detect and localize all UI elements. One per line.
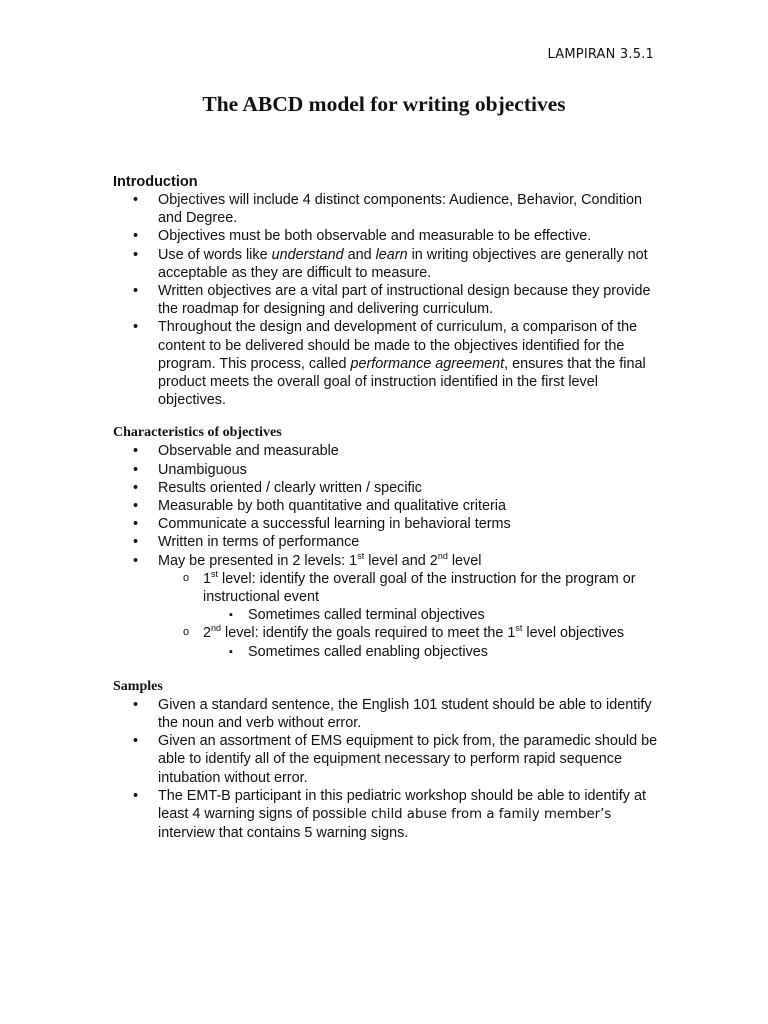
document-body bbox=[113, 173, 658, 843]
list-item bbox=[113, 246, 658, 282]
text-run: , ensures that the final product meets the overall goal of instruction identified in the first level objectives. bbox=[158, 355, 646, 409]
ordinal-suffix: st bbox=[357, 550, 365, 561]
sublist-item bbox=[158, 570, 658, 625]
list-item: • Given an assortment of EMS equipment to pick from, the paramedic should be able to identify all of the equipment necessary to perform rapid sequence intubation without error. bbox=[113, 732, 658, 787]
emphasis-understand: understand bbox=[271, 246, 344, 263]
text-run: The EMT-B participant in this pediatric workshop should be able to identify at least 4 warning signs of poss bbox=[158, 787, 646, 823]
text-run: Throughout the design and development of curriculum, a comparison of the content to be delivered should be made to the objectives identified for the program. This process, called bbox=[158, 319, 638, 372]
text-run: in writing objectives are generally not acceptable as they are difficult to measure. bbox=[158, 246, 648, 281]
list-item bbox=[113, 552, 658, 661]
list-item: • Measurable by both quantitative and qualitative criteria bbox=[113, 497, 658, 515]
level1-detail-list bbox=[203, 606, 658, 624]
list-item: • Given a standard sentence, the English 101 student should be able to identify the noun and verb without error. bbox=[113, 696, 658, 732]
sublist-item bbox=[158, 624, 658, 660]
text-run: 1 bbox=[203, 570, 212, 587]
list-item: • Objectives will include 4 distinct components: Audience, Behavior, Condition and Degree. bbox=[113, 191, 658, 227]
text-run: level objectives bbox=[522, 625, 625, 642]
text-run: level bbox=[447, 552, 482, 569]
list-item: • Observable and measurable bbox=[113, 442, 658, 460]
ordinal-suffix: st bbox=[211, 569, 219, 580]
introduction-heading: Introduction bbox=[113, 174, 198, 190]
list-item: • Communicate a successful learning in behavioral terms bbox=[113, 515, 658, 533]
text-run: May be presented in 2 levels: 1 bbox=[158, 552, 358, 569]
list-item: • Written objectives are a vital part of instructional design because they provide the roadmap for designing and delivering curriculum. bbox=[113, 282, 658, 318]
detail-item: ▪ Sometimes called terminal objectives bbox=[203, 606, 658, 624]
text-run: level: identify the overall goal of the instruction for the program or instructional event bbox=[203, 570, 636, 606]
introduction-list bbox=[113, 191, 658, 409]
emphasis-performance-agreement: performance agreement bbox=[350, 355, 505, 372]
detail-item: ▪ Sometimes called enabling objectives bbox=[203, 643, 658, 661]
text-run: interview that contains 5 warning signs. bbox=[158, 825, 409, 842]
text-run: level: identify the goals required to meet the 1 bbox=[221, 625, 516, 642]
text-run: 2 bbox=[203, 625, 212, 642]
list-item: • Written in terms of performance bbox=[113, 533, 658, 551]
text-run-alt-font: ible child abuse from a family member’s bbox=[342, 807, 612, 823]
level2-detail-list bbox=[203, 643, 658, 661]
samples-list bbox=[113, 696, 658, 843]
ordinal-suffix: nd bbox=[437, 550, 448, 561]
samples-heading: Samples bbox=[113, 678, 163, 694]
text-run: Use of words like bbox=[158, 246, 272, 263]
samples-section bbox=[113, 678, 658, 843]
appendix-label: LAMPIRAN 3.5.1 bbox=[547, 47, 654, 62]
levels-sublist bbox=[158, 570, 658, 661]
text-run: and bbox=[343, 246, 376, 263]
characteristics-heading: Characteristics of objectives bbox=[113, 425, 282, 441]
text-run: level and 2 bbox=[364, 552, 438, 569]
page-title: The ABCD model for writing objectives bbox=[202, 92, 566, 116]
ordinal-suffix: st bbox=[515, 623, 523, 634]
ordinal-suffix: nd bbox=[211, 623, 222, 634]
list-item: • Results oriented / clearly written / specific bbox=[113, 479, 658, 497]
emphasis-learn: learn bbox=[375, 246, 408, 263]
list-item: • Objectives must be both observable and measurable to be effective. bbox=[113, 227, 658, 245]
list-item bbox=[113, 318, 658, 409]
characteristics-section bbox=[113, 424, 658, 660]
introduction-section bbox=[113, 173, 658, 409]
list-item bbox=[113, 787, 658, 843]
list-item: • Unambiguous bbox=[113, 461, 658, 479]
characteristics-list bbox=[113, 442, 658, 660]
